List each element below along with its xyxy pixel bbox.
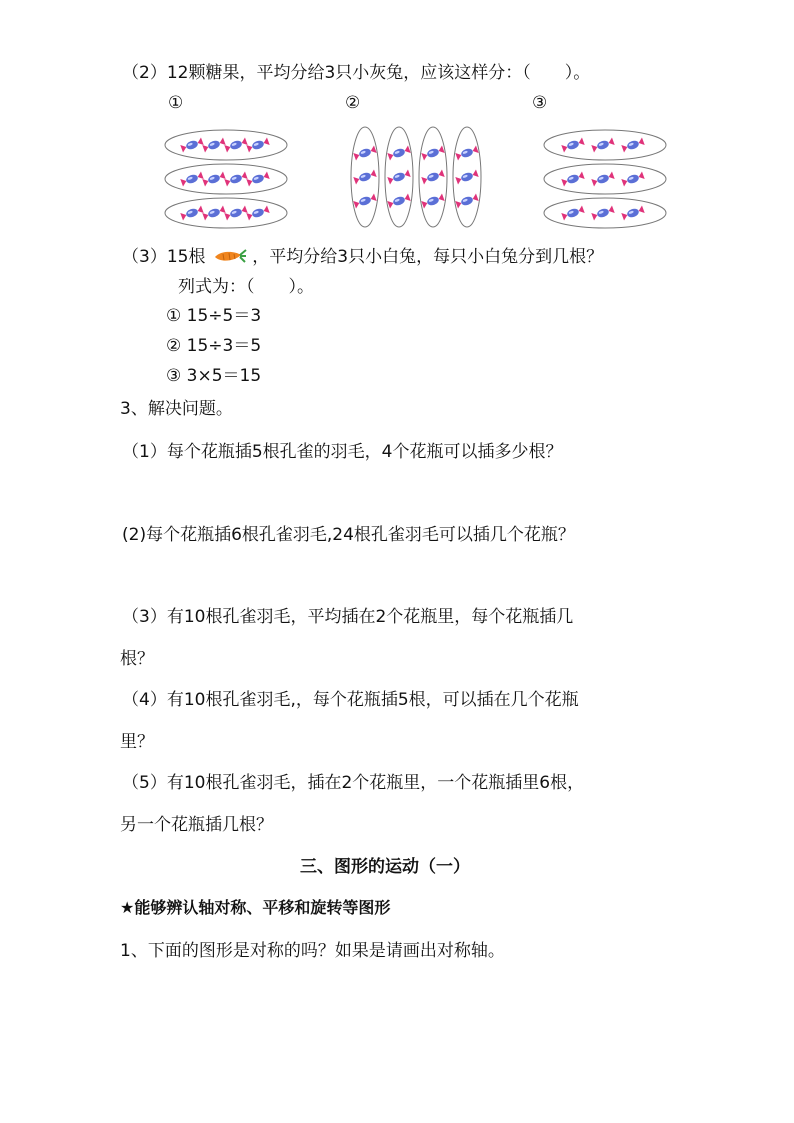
problem-2: (2)每个花瓶插6根孔雀羽毛,24根孔雀羽毛可以插几个花瓶？ — [122, 525, 575, 545]
carrot-icon — [211, 248, 247, 266]
candy-icon — [202, 171, 225, 186]
formula-prompt: 列式为：（ ）。 — [178, 277, 314, 297]
question-2-3-before: （3）15根 — [122, 247, 206, 267]
candy-icon — [180, 205, 203, 220]
problem-1: （1）每个花瓶插5根孔雀的羽毛，4个花瓶可以插多少根？ — [122, 442, 563, 462]
candy-icon — [621, 205, 644, 220]
candy-icon — [455, 193, 478, 208]
candy-icon — [387, 145, 410, 160]
candy-icon — [621, 137, 644, 152]
candy-icon — [387, 193, 410, 208]
option-label-2: ② — [345, 93, 361, 113]
candy-icon — [202, 205, 225, 220]
candy-icon — [353, 145, 376, 160]
problem-4-line-2: 里？ — [120, 732, 154, 752]
candy-icon — [224, 137, 247, 152]
candy-option-2-figure — [349, 125, 489, 229]
candy-icon — [591, 205, 614, 220]
problem-3-line-2: 根？ — [120, 649, 154, 669]
candy-icon — [202, 137, 225, 152]
candy-icon — [455, 169, 478, 184]
section-3-title: 3、解决问题。 — [120, 399, 233, 419]
candy-option-1-figure — [162, 128, 292, 230]
candy-icon — [180, 171, 203, 186]
candy-icon — [561, 171, 584, 186]
choice-2: ② 15÷3＝5 — [166, 336, 262, 356]
choice-3: ③ 3×5＝15 — [166, 366, 262, 386]
candy-icon — [455, 145, 478, 160]
candy-option-3-figure — [541, 128, 671, 230]
candy-icon — [421, 193, 444, 208]
option-label-1: ① — [168, 93, 184, 113]
candy-icon — [621, 171, 644, 186]
candy-icon — [561, 205, 584, 220]
chapter-question-1: 1、下面的图形是对称的吗？如果是请画出对称轴。 — [120, 941, 505, 961]
choice-1: ① 15÷5＝3 — [166, 306, 262, 326]
problem-4-line-1: （4）有10根孔雀羽毛,，每个花瓶插5根，可以插在几个花瓶 — [122, 690, 579, 710]
candy-icon — [224, 205, 247, 220]
candy-icon — [353, 193, 376, 208]
option-label-3: ③ — [532, 93, 548, 113]
chapter-objective: ★能够辨认轴对称、平移和旋转等图形 — [120, 898, 391, 917]
chapter-title: 三、图形的运动（一） — [300, 857, 470, 877]
candy-icon — [591, 137, 614, 152]
candy-icon — [421, 145, 444, 160]
candy-icon — [387, 169, 410, 184]
candy-icon — [246, 205, 269, 220]
problem-5-line-2: 另一个花瓶插几根？ — [120, 815, 273, 835]
question-2-2: （2）12颗糖果，平均分给3只小灰兔，应该这样分：（ ）。 — [122, 63, 591, 83]
candy-icon — [561, 137, 584, 152]
problem-3-line-1: （3）有10根孔雀羽毛，平均插在2个花瓶里，每个花瓶插几 — [122, 607, 574, 627]
candy-icon — [353, 169, 376, 184]
candy-icon — [591, 171, 614, 186]
question-2-3-after: ，平均分给3只小白兔，每只小白兔分到几根？ — [252, 247, 604, 267]
problem-5-line-1: （5）有10根孔雀羽毛，插在2个花瓶里，一个花瓶插里6根， — [122, 773, 585, 793]
question-2-3 — [122, 246, 603, 268]
candy-icon — [421, 169, 444, 184]
candy-icon — [246, 137, 269, 152]
candy-icon — [224, 171, 247, 186]
candy-icon — [246, 171, 269, 186]
candy-icon — [180, 137, 203, 152]
